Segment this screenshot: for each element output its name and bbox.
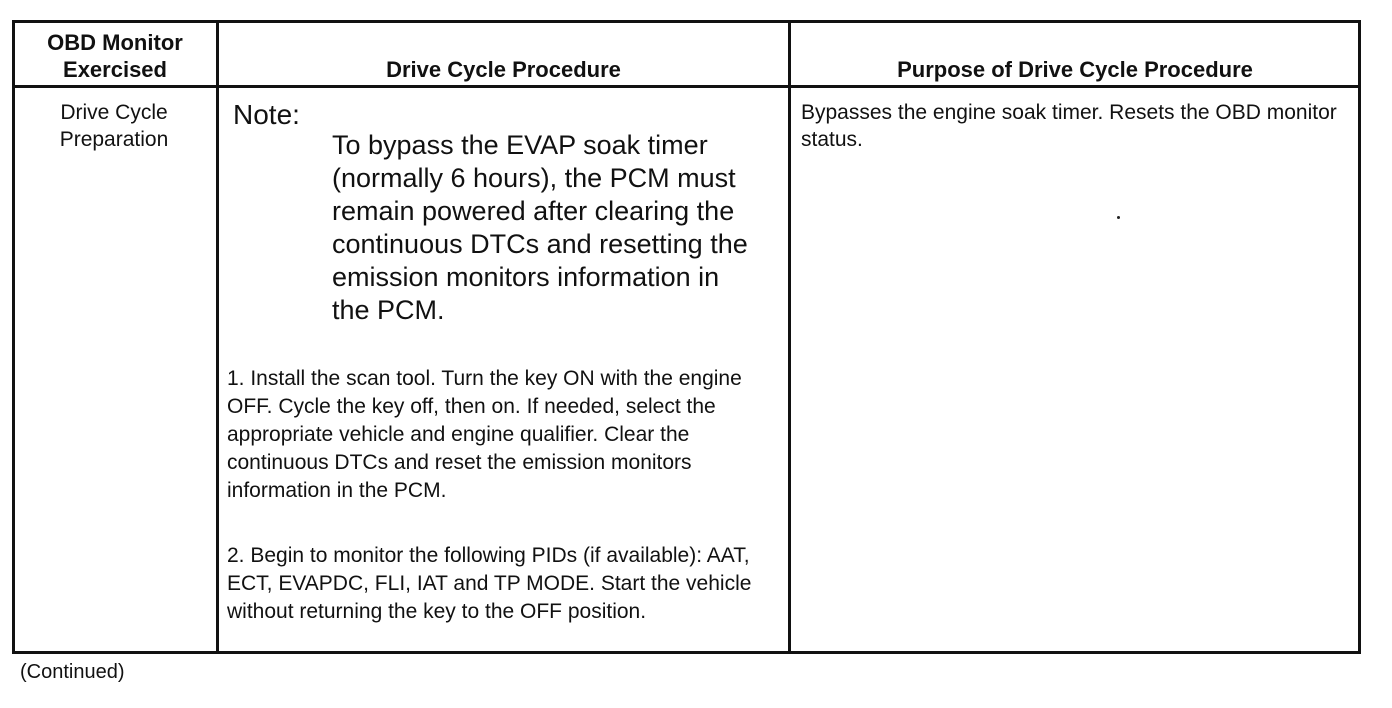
column-divider-1 — [216, 23, 219, 651]
procedure-step-1: 1. Install the scan tool. Turn the key ON with the engine OFF. Cycle the key off, then on. If needed, select the appropriate vehicle and engine qualifier. Clear the continuous DTCs and reset the emission monitors information in the PCM. — [227, 367, 742, 502]
column-divider-2 — [788, 23, 791, 651]
note-label: Note: — [233, 99, 300, 130]
note-text: To bypass the EVAP soak timer (normally 6 hours), the PCM must remain powered after clearing the continuous DTCs and resetting the emission monitors information in the PCM. — [332, 130, 748, 325]
procedure-step-2: 2. Begin to monitor the following PIDs (if available): AAT, ECT, EVAPDC, FLI, IAT and TP MODE. Start the vehicle without returning the key to the OFF position. — [227, 544, 752, 623]
header-drive-cycle-procedure: Drive Cycle Procedure — [386, 57, 621, 82]
drive-cycle-table — [12, 20, 1361, 654]
continued-label: (Continued) — [20, 661, 125, 683]
header-purpose: Purpose of Drive Cycle Procedure — [897, 57, 1253, 82]
purpose-cell: Bypasses the engine soak timer. Resets the OBD monitor status. — [801, 101, 1337, 151]
monitor-cell: Drive Cycle Preparation — [59, 101, 169, 151]
header-divider — [15, 85, 1358, 88]
header-obd-monitor: OBD Monitor Exercised — [47, 30, 183, 82]
scan-speck — [1117, 216, 1120, 219]
